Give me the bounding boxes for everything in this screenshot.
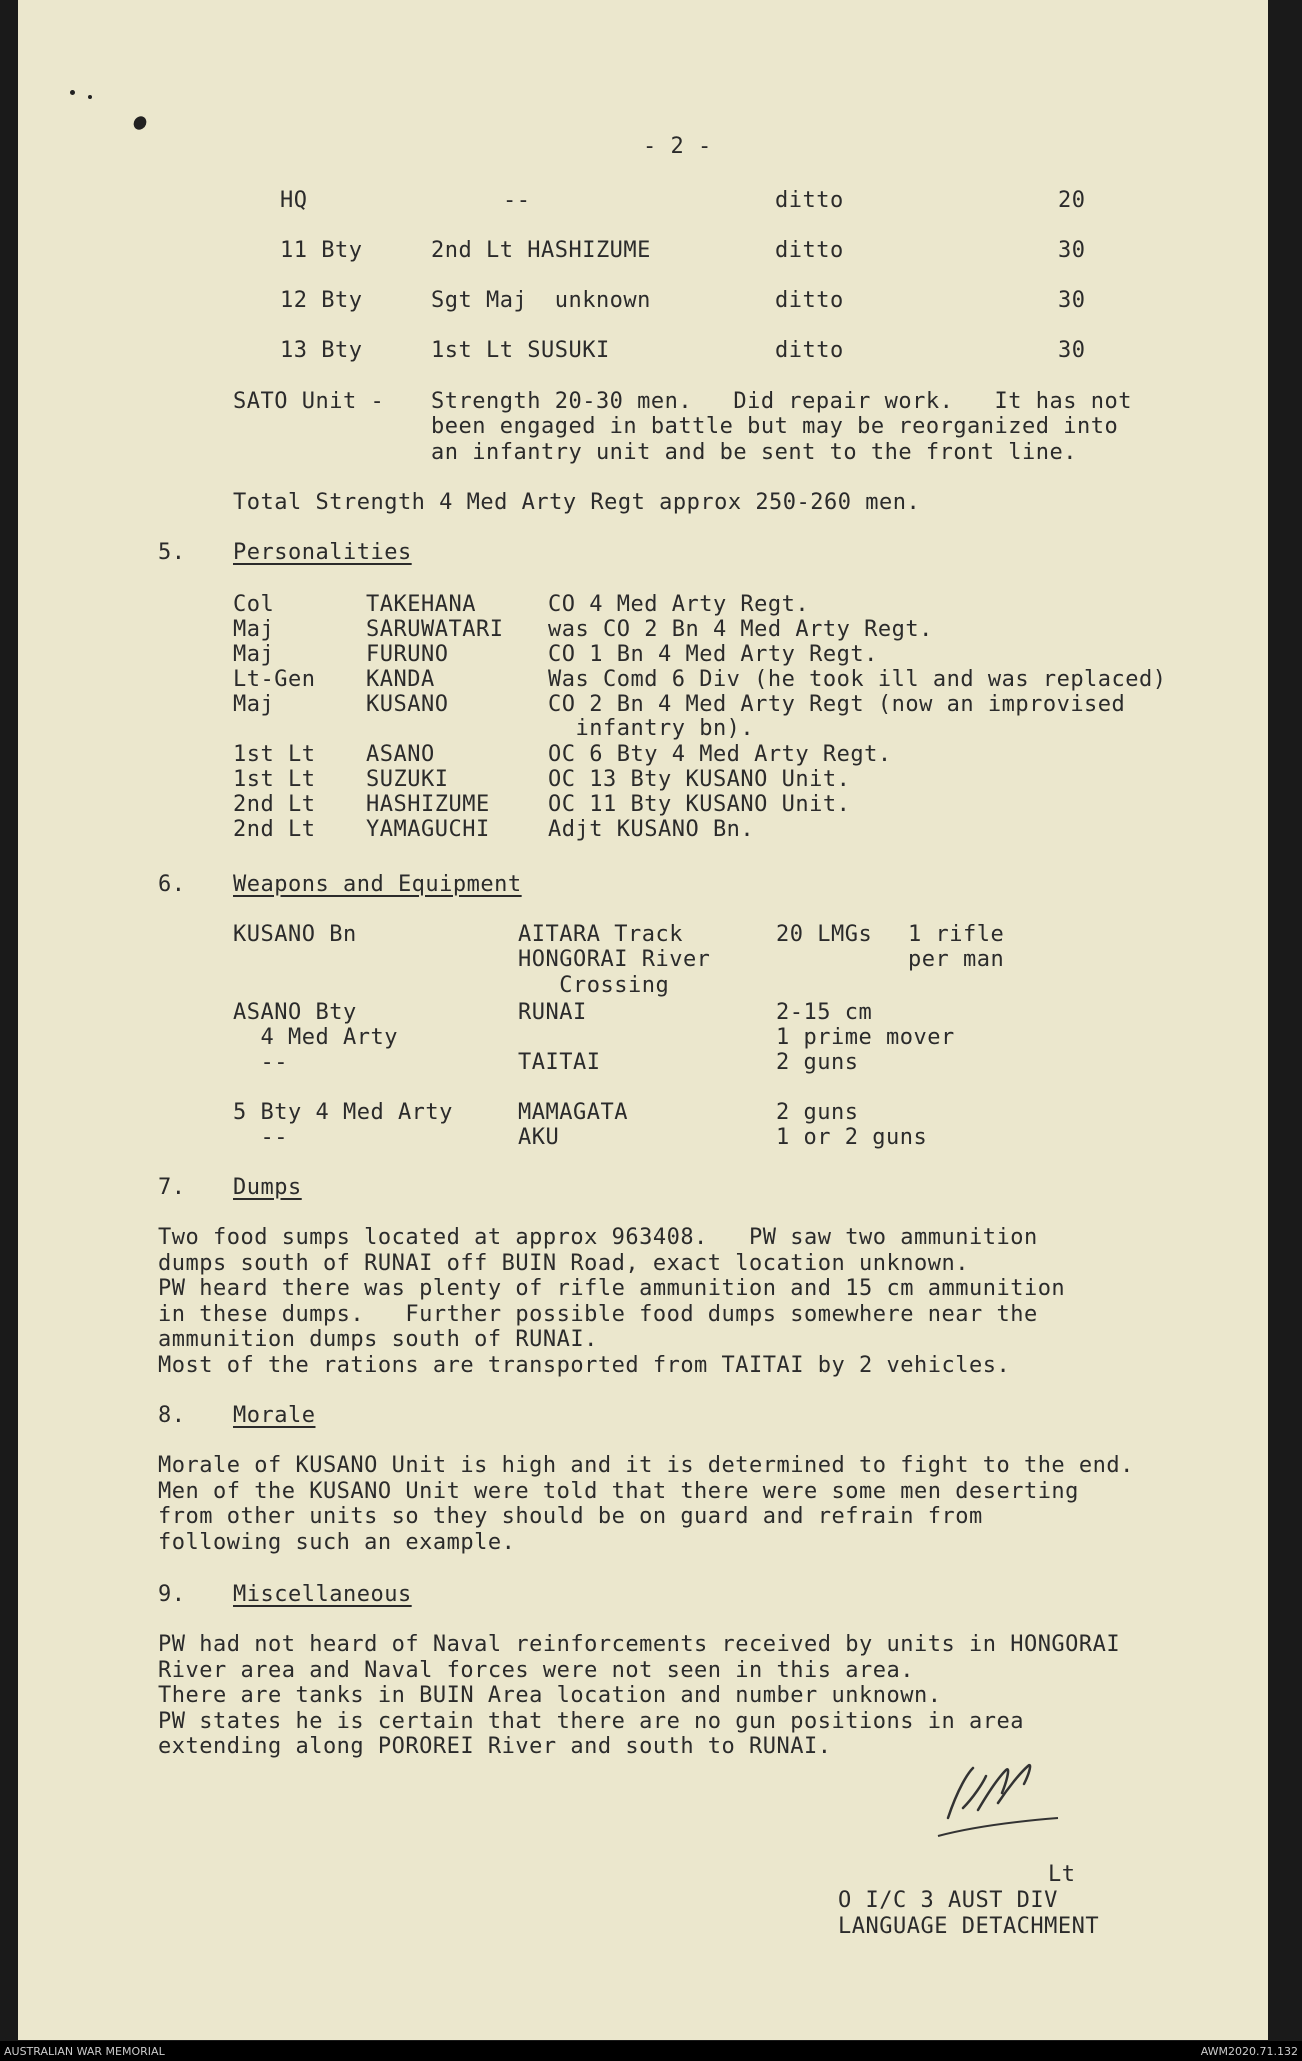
personality-desc: Was Comd 6 Div (he took ill and was replaced) <box>548 667 1167 692</box>
weapons-unit: KUSANO Bn <box>233 922 357 947</box>
page-number: - 2 - <box>643 134 712 159</box>
paragraph-line: PW had not heard of Naval reinforcements received by units in HONGORAI <box>158 1632 1121 1657</box>
weapons-location: AKU <box>518 1125 560 1150</box>
section-heading: Dumps <box>233 1175 302 1200</box>
signature-line: LANGUAGE DETACHMENT <box>838 1914 1100 1939</box>
personality-rank: 1st Lt <box>233 742 316 767</box>
strength-cell: 30 <box>1058 238 1086 263</box>
status-cell: ditto <box>775 188 844 213</box>
personality-name: SUZUKI <box>366 767 449 792</box>
unit-cell: HQ <box>280 188 308 213</box>
weapons-extra: per man <box>908 947 1005 972</box>
weapons-unit: 4 Med Arty <box>233 1025 398 1050</box>
personality-desc: OC 11 Bty KUSANO Unit. <box>548 792 851 817</box>
section-number: 7. <box>158 1175 186 1200</box>
personality-rank: Lt-Gen <box>233 667 316 692</box>
footer-left: AUSTRALIAN WAR MEMORIAL <box>4 2045 165 2058</box>
paragraph-line: PW states he is certain that there are no gun positions in area <box>158 1708 1024 1734</box>
weapons-type: 2 guns <box>776 1050 859 1075</box>
personality-desc: CO 2 Bn 4 Med Arty Regt (now an improvised <box>548 692 1126 717</box>
paragraph-line: Most of the rations are transported from TAITAI by 2 vehicles. <box>158 1353 1011 1378</box>
section-heading: Morale <box>233 1403 316 1428</box>
weapons-unit: -- <box>233 1125 288 1150</box>
signature-rank: Lt <box>1048 1862 1076 1887</box>
personality-desc: CO 1 Bn 4 Med Arty Regt. <box>548 642 878 667</box>
personality-desc: was CO 2 Bn 4 Med Arty Regt. <box>548 617 933 642</box>
paragraph-line: extending along POROREI River and south to RUNAI. <box>158 1734 832 1760</box>
status-cell: ditto <box>775 238 844 263</box>
personality-desc: OC 13 Bty KUSANO Unit. <box>548 767 851 792</box>
personality-name: KUSANO <box>366 692 449 717</box>
ink-mark <box>131 114 149 132</box>
personality-name: YAMAGUCHI <box>366 817 490 842</box>
section-number: 5. <box>158 540 186 565</box>
paragraph-line: ammunition dumps south of RUNAI. <box>158 1327 598 1353</box>
total-strength: Total Strength 4 Med Arty Regt approx 250-260 men. <box>233 490 921 515</box>
paragraph-line: There are tanks in BUIN Area location and number unknown. <box>158 1683 942 1709</box>
sato-label: SATO Unit - <box>233 389 385 414</box>
ink-mark <box>88 95 92 99</box>
signature-line: O I/C 3 AUST DIV <box>838 1888 1058 1913</box>
weapons-type: 2 guns <box>776 1100 859 1125</box>
paragraph-line: Morale of KUSANO Unit is high and it is determined to fight to the end. <box>158 1453 1134 1478</box>
personality-name: TAKEHANA <box>366 592 476 617</box>
strength-cell: 30 <box>1058 338 1086 363</box>
weapons-type: 1 prime mover <box>776 1025 955 1050</box>
weapons-location: MAMAGATA <box>518 1100 628 1125</box>
personality-desc: infantry bn). <box>548 716 755 741</box>
section-number: 8. <box>158 1403 186 1428</box>
personality-rank: Maj <box>233 617 275 642</box>
personality-name: KANDA <box>366 667 435 692</box>
unit-cell: 13 Bty <box>280 338 363 363</box>
document-page <box>18 0 1268 2040</box>
personality-desc: CO 4 Med Arty Regt. <box>548 592 810 617</box>
status-cell: ditto <box>775 338 844 363</box>
weapons-type: 20 LMGs <box>776 922 873 947</box>
paragraph-line: Two food sumps located at approx 963408. PW saw two ammunition <box>158 1225 1038 1250</box>
personality-name: HASHIZUME <box>366 792 490 817</box>
sato-line: been engaged in battle but may be reorganized into <box>431 414 1119 439</box>
footer-bar <box>0 2041 1302 2061</box>
commander-cell: Sgt Maj unknown <box>431 288 651 313</box>
weapons-location: AITARA Track <box>518 922 683 947</box>
sato-line: Strength 20-30 men. Did repair work. It has not <box>431 389 1133 414</box>
weapons-location: HONGORAI River <box>518 947 711 972</box>
personality-rank: Col <box>233 592 275 617</box>
paragraph-line: from other units so they should be on guard and refrain from <box>158 1504 983 1530</box>
status-cell: ditto <box>775 288 844 313</box>
paragraph-line: following such an example. <box>158 1529 516 1555</box>
paragraph-line: in these dumps. Further possible food dumps somewhere near the <box>158 1301 1038 1327</box>
commander-cell: -- <box>503 188 531 213</box>
personality-desc: Adjt KUSANO Bn. <box>548 817 755 842</box>
weapons-extra: 1 rifle <box>908 922 1005 947</box>
commander-cell: 1st Lt SUSUKI <box>431 338 610 363</box>
weapons-unit: 5 Bty 4 Med Arty <box>233 1100 453 1125</box>
personality-rank: Maj <box>233 642 275 667</box>
strength-cell: 30 <box>1058 288 1086 313</box>
weapons-location: TAITAI <box>518 1050 601 1075</box>
paragraph-line: PW heard there was plenty of rifle ammunition and 15 cm ammunition <box>158 1276 1066 1302</box>
footer-right: AWM2020.71.132 <box>1200 2045 1298 2058</box>
weapons-unit: ASANO Bty <box>233 1000 357 1025</box>
weapons-type: 2-15 cm <box>776 1000 873 1025</box>
section-heading: Miscellaneous <box>233 1582 412 1607</box>
weapons-type: 1 or 2 guns <box>776 1125 928 1150</box>
personality-rank: 1st Lt <box>233 767 316 792</box>
section-heading: Weapons and Equipment <box>233 872 522 897</box>
personality-rank: 2nd Lt <box>233 792 316 817</box>
personality-rank: Maj <box>233 692 275 717</box>
paragraph-line: Men of the KUSANO Unit were told that there were some men deserting <box>158 1478 1079 1504</box>
personality-desc: OC 6 Bty 4 Med Arty Regt. <box>548 742 892 767</box>
personality-name: SARUWATARI <box>366 617 504 642</box>
personality-rank: 2nd Lt <box>233 817 316 842</box>
section-number: 6. <box>158 872 186 897</box>
sato-line: an infantry unit and be sent to the front line. <box>431 440 1078 465</box>
section-number: 9. <box>158 1582 186 1607</box>
weapons-unit: -- <box>233 1050 288 1075</box>
paragraph-line: River area and Naval forces were not seen in this area. <box>158 1657 914 1683</box>
paragraph-line: dumps south of RUNAI off BUIN Road, exact location unknown. <box>158 1250 969 1276</box>
personality-name: ASANO <box>366 742 435 767</box>
weapons-location: RUNAI <box>518 1000 587 1025</box>
commander-cell: 2nd Lt HASHIZUME <box>431 238 651 263</box>
ink-mark <box>70 90 75 95</box>
strength-cell: 20 <box>1058 188 1086 213</box>
handwritten-signature <box>928 1748 1088 1848</box>
personality-name: FURUNO <box>366 642 449 667</box>
unit-cell: 11 Bty <box>280 238 363 263</box>
section-heading: Personalities <box>233 540 412 565</box>
weapons-location: Crossing <box>518 973 670 998</box>
unit-cell: 12 Bty <box>280 288 363 313</box>
